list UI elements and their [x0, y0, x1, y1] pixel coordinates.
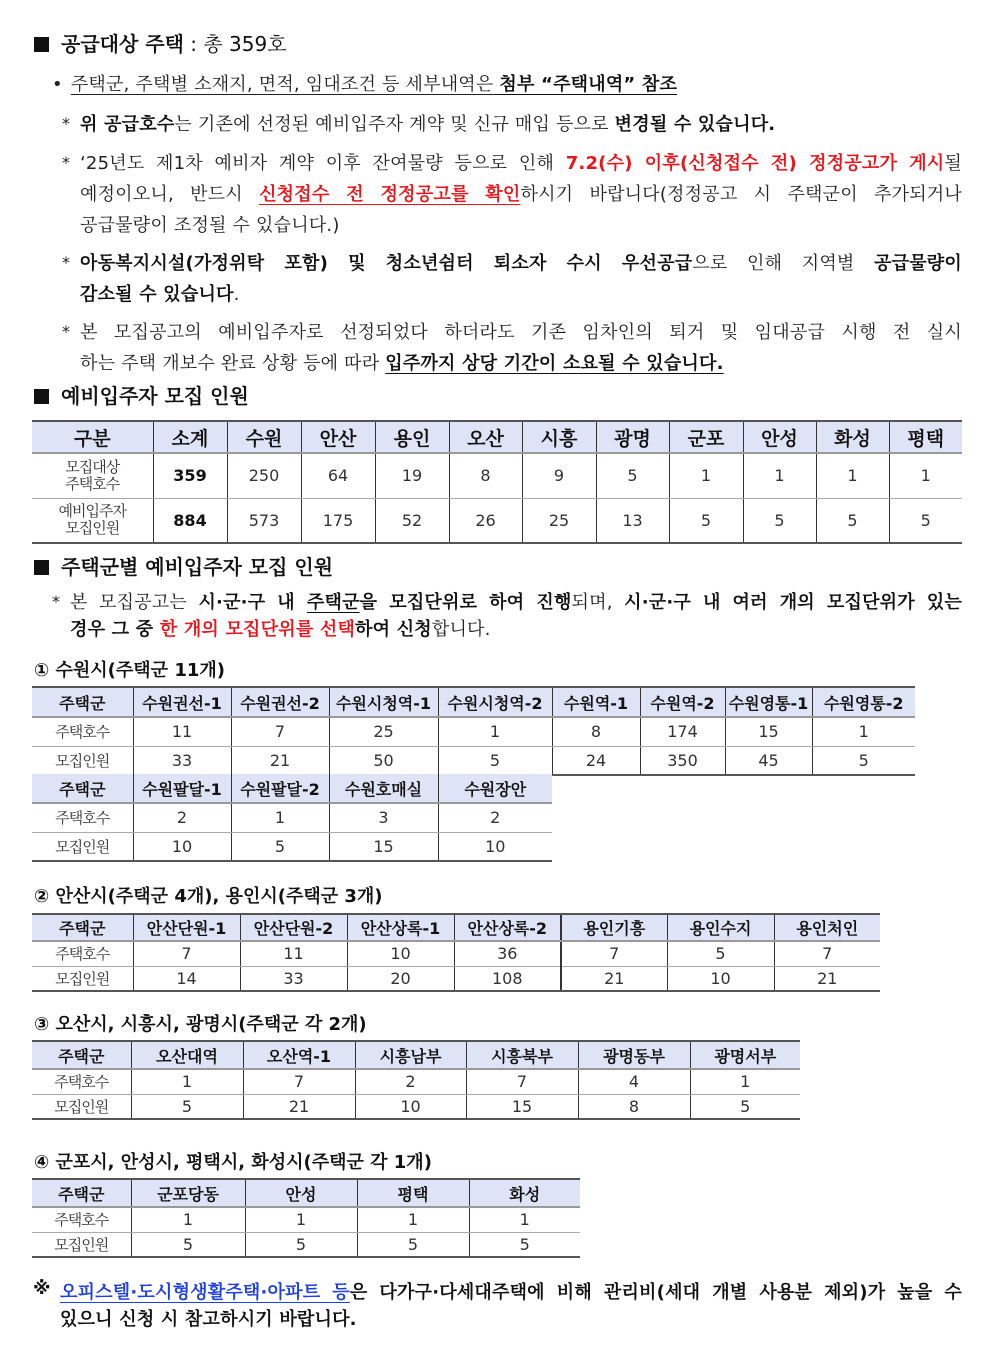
table-cell: 45: [725, 746, 812, 775]
column-header: 안산: [301, 421, 375, 453]
bold-text: 하여 신청: [355, 619, 432, 640]
row-label: 주택호수: [32, 941, 133, 966]
column-header: 안성: [743, 421, 816, 453]
table-cell: 7: [231, 717, 329, 746]
table-header-row: [32, 687, 915, 717]
note-line: [70, 588, 962, 614]
bold-text: 주택군: [306, 592, 360, 613]
highlight-text: 신청접수 전 정정공고를 확인: [259, 184, 521, 205]
column-header: 광명서부: [690, 1041, 800, 1069]
note-line: [80, 318, 962, 344]
column-header: 주택군: [32, 1179, 131, 1207]
table-cell: 175: [301, 498, 375, 543]
asterisk-icon: *: [62, 322, 70, 341]
table-cell: 5: [690, 1094, 800, 1119]
heading-text: 예비입주자 모집 인원: [61, 384, 249, 408]
table-cell: 21: [231, 746, 329, 775]
text-segment: 합니다.: [431, 619, 491, 640]
table-cell: 7: [133, 941, 240, 966]
group-title: ② 안산시(주택군 4개), 용인시(주택군 3개): [34, 886, 383, 907]
column-header: 용인수지: [667, 914, 774, 941]
table-row: [32, 1207, 580, 1232]
asterisk-icon: *: [62, 253, 70, 272]
section-heading-recruitment: [34, 380, 249, 409]
section-heading-by-group: [34, 551, 333, 580]
column-header: 시흥북부: [466, 1041, 578, 1069]
table-cell: 1: [889, 453, 962, 498]
column-header: 용인처인: [774, 914, 880, 941]
table-cell: 5: [743, 498, 816, 543]
table-cell: 25: [522, 498, 596, 543]
column-header: 수원호매실: [329, 774, 438, 803]
table-cell: 1: [816, 453, 889, 498]
column-header: 주택군: [32, 914, 133, 941]
text-segment: 공급물량이 조정될 수 있습니다.): [80, 215, 340, 236]
highlight-text: 한 개의 모집단위를 선택: [159, 619, 356, 640]
table-cell: 5: [438, 746, 552, 775]
reference-mark: ※: [33, 1278, 51, 1299]
note-line: [80, 149, 962, 175]
column-header: 안산단원-1: [133, 914, 240, 941]
column-header: 구분: [32, 421, 153, 453]
row-label: 모집인원: [32, 746, 133, 775]
group-table: [32, 913, 880, 992]
text-segment: 될: [944, 153, 962, 174]
column-header: 수원권선-2: [231, 687, 329, 717]
table-cell: 5: [357, 1232, 469, 1257]
note-line: [80, 280, 240, 306]
table-cell: 1: [245, 1207, 357, 1232]
bold-text: 있으니 신청 시 참고하시기 바랍니다.: [60, 1309, 357, 1330]
column-header: 수원: [227, 421, 301, 453]
row-label: 모집인원: [32, 966, 133, 991]
text-segment: .: [233, 284, 240, 305]
table-header-row: [32, 1179, 580, 1207]
table-cell: 5: [469, 1232, 580, 1257]
table-row: [32, 498, 962, 543]
text-segment: 예정이오니, 반드시: [80, 184, 260, 205]
text-segment: 는 기존에 선정된 예비입주자 계약 및 신규 매입 등으로: [174, 114, 615, 135]
table-row: [32, 453, 962, 498]
table-row: [32, 1094, 800, 1119]
table-cell: 64: [301, 453, 375, 498]
column-header: 주택군: [32, 687, 133, 717]
column-header: 수원시청역-2: [438, 687, 552, 717]
row-label: 주택호수: [32, 803, 133, 832]
table-cell: 20: [347, 966, 454, 991]
column-header: 광명동부: [578, 1041, 690, 1069]
table-cell: 7: [561, 941, 667, 966]
table-cell: 5: [245, 1232, 357, 1257]
table-cell: 25: [329, 717, 438, 746]
table-cell: 10: [133, 832, 231, 861]
column-header: 군포: [669, 421, 743, 453]
table-cell: 21: [774, 966, 880, 991]
note-line: [70, 615, 491, 641]
bold-text: 위 공급호수: [80, 114, 175, 135]
table-cell: 15: [725, 717, 812, 746]
row-label: 모집대상 주택호수: [32, 453, 153, 498]
table-cell: 5: [131, 1094, 243, 1119]
table-cell: 24: [552, 746, 640, 775]
table-cell: 1: [231, 803, 329, 832]
bold-text: 경우 그 중: [70, 619, 160, 640]
row-label: 주택호수: [32, 1207, 131, 1232]
table-cell: 13: [596, 498, 669, 543]
table-cell: 8: [449, 453, 522, 498]
table-cell: 4: [578, 1069, 690, 1094]
bold-text: 아동복지시설(가정위탁 포함) 및 청소년쉼터 퇴소자 수시 우선공급: [80, 253, 693, 274]
column-header: 수원영통-1: [725, 687, 812, 717]
table-cell: 2: [438, 803, 552, 832]
table-header-row: [32, 914, 880, 941]
table-cell: 15: [466, 1094, 578, 1119]
text-segment: 주택군, 주택별 소재지, 면적, 임대조건 등 세부내역은: [70, 74, 500, 95]
column-header: 오산: [449, 421, 522, 453]
column-header: 용인: [375, 421, 449, 453]
row-label: 모집인원: [32, 1094, 131, 1119]
heading-suffix: : 총 359호: [183, 32, 287, 56]
bold-text: 감소될 수 있습니다: [80, 284, 234, 305]
table-cell: 7: [243, 1069, 355, 1094]
group-title: ① 수원시(주택군 11개): [34, 660, 225, 681]
note-line: [80, 180, 962, 206]
column-header: 화성: [816, 421, 889, 453]
column-header: 수원팔달-1: [133, 774, 231, 803]
table-cell: 5: [131, 1232, 245, 1257]
table-row: [32, 1232, 580, 1257]
column-header: 시흥: [522, 421, 596, 453]
table-cell: 174: [640, 717, 725, 746]
table-cell: 5: [816, 498, 889, 543]
column-header: 소계: [153, 421, 227, 453]
blue-highlight-text: 오피스텔·도시형생활주택·아파트 등: [60, 1282, 350, 1303]
column-header: 수원역-2: [640, 687, 725, 717]
text-segment: 본 모집공고는: [70, 592, 199, 613]
asterisk-icon: *: [52, 592, 60, 611]
square-bullet-icon: [34, 389, 49, 404]
table-cell: 10: [667, 966, 774, 991]
note-line: [80, 249, 962, 275]
table-cell: 36: [454, 941, 561, 966]
text-segment: 하는 주택 개보수 완료 상황 등에 따라: [80, 353, 386, 374]
table-header-row: [32, 774, 552, 803]
asterisk-icon: *: [62, 153, 70, 172]
summary-table: [32, 420, 962, 544]
table-cell: 33: [240, 966, 347, 991]
table-cell: 1: [669, 453, 743, 498]
group-title: ③ 오산시, 시흥시, 광명시(주택군 각 2개): [34, 1014, 367, 1035]
text-segment: 되며,: [571, 592, 625, 613]
table-cell: 5: [231, 832, 329, 861]
heading-text: 공급대상 주택: [61, 32, 184, 56]
table-cell: 11: [240, 941, 347, 966]
column-header: 안산상록-2: [454, 914, 561, 941]
table-cell: 1: [131, 1207, 245, 1232]
table-cell: 2: [355, 1069, 466, 1094]
row-label: 예비입주자 모집인원: [32, 498, 153, 543]
table-cell: 8: [552, 717, 640, 746]
text-segment: 본 모집공고의 예비입주자로 선정되었다 하더라도 기존 임차인의 퇴거 및 임대공급 시행 전 실시: [80, 322, 962, 343]
table-cell: 5: [812, 746, 915, 775]
group-title: ④ 군포시, 안성시, 평택시, 화성시(주택군 각 1개): [34, 1152, 432, 1173]
bold-text: 첨부 “주택내역” 참조: [499, 74, 678, 95]
bold-text: 시·군·구 내 여러 개의 모집단위가 있는: [624, 592, 963, 613]
column-header: 수원역-1: [552, 687, 640, 717]
column-header: 수원시청역-1: [329, 687, 438, 717]
column-header: 오산대역: [131, 1041, 243, 1069]
row-label: 주택호수: [32, 717, 133, 746]
column-header: 화성: [469, 1179, 580, 1207]
table-cell: 9: [522, 453, 596, 498]
column-header: 평택: [357, 1179, 469, 1207]
table-cell: 108: [454, 966, 561, 991]
table-cell: 14: [133, 966, 240, 991]
note-line: [80, 110, 775, 136]
section-heading-supply: [34, 28, 287, 57]
column-header: 오산역-1: [243, 1041, 355, 1069]
column-header: 안산단원-2: [240, 914, 347, 941]
table-cell: 884: [153, 498, 227, 543]
row-label: 모집인원: [32, 1232, 131, 1257]
table-cell: 1: [812, 717, 915, 746]
table-cell: 26: [449, 498, 522, 543]
bullet-text: [71, 74, 677, 95]
table-cell: 15: [329, 832, 438, 861]
table-cell: 3: [329, 803, 438, 832]
table-cell: 1: [690, 1069, 800, 1094]
table-cell: 1: [357, 1207, 469, 1232]
column-header: 수원팔달-2: [231, 774, 329, 803]
table-cell: 52: [375, 498, 449, 543]
table-cell: 10: [355, 1094, 466, 1119]
table-cell: 33: [133, 746, 231, 775]
table-cell: 1: [131, 1069, 243, 1094]
footnote-line: [60, 1305, 357, 1331]
footnote-line: [60, 1278, 962, 1304]
table-cell: 5: [596, 453, 669, 498]
column-header: 시흥남부: [355, 1041, 466, 1069]
heading-text: 주택군별 예비입주자 모집 인원: [61, 555, 334, 579]
table-cell: 5: [889, 498, 962, 543]
table-cell: 350: [640, 746, 725, 775]
table-cell: 7: [466, 1069, 578, 1094]
text-segment: ‘25년도 제1차 예비자 계약 이후 잔여물량 등으로 인해: [80, 153, 566, 174]
table-cell: 5: [667, 941, 774, 966]
table-cell: 1: [743, 453, 816, 498]
table-cell: 10: [438, 832, 552, 861]
bold-text: 시·군·구 내: [198, 592, 307, 613]
group-table: [32, 1178, 580, 1258]
text-segment: 으로 인해 지역별: [692, 253, 875, 274]
table-header-row: [32, 421, 962, 453]
column-header: 주택군: [32, 774, 133, 803]
row-label: 모집인원: [32, 832, 133, 861]
text-segment: 하시기 바랍니다(정정공고 시 주택군이 추가되거나: [520, 184, 962, 205]
bold-text: 공급물량이: [874, 253, 962, 274]
table-cell: 50: [329, 746, 438, 775]
column-header: 군포당동: [131, 1179, 245, 1207]
row-label: 주택호수: [32, 1069, 131, 1094]
square-bullet-icon: [34, 37, 49, 52]
table-row: [32, 832, 552, 861]
asterisk-icon: *: [62, 114, 70, 133]
column-header: 수원영통-2: [812, 687, 915, 717]
group-table: [32, 774, 552, 862]
group-table: [32, 686, 915, 776]
group-table: [32, 1040, 800, 1120]
column-header: 안산상록-1: [347, 914, 454, 941]
table-cell: 250: [227, 453, 301, 498]
table-cell: 19: [375, 453, 449, 498]
column-header: 광명: [596, 421, 669, 453]
note-line: [80, 349, 724, 375]
bullet-dot-icon: •: [52, 74, 63, 95]
column-header: 주택군: [32, 1041, 131, 1069]
column-header: 수원장안: [438, 774, 552, 803]
square-bullet-icon: [34, 560, 49, 575]
table-row: [32, 941, 880, 966]
table-row: [32, 1069, 800, 1094]
table-row: [32, 746, 915, 775]
bold-text: 변경될 수 있습니다.: [614, 114, 776, 135]
table-cell: 359: [153, 453, 227, 498]
bold-text: 입주까지 상당 기간이 소요될 수 있습니다.: [385, 353, 724, 374]
table-header-row: [32, 1041, 800, 1069]
highlight-text: 7.2(수) 이후(신청접수 전) 정정공고가 게시: [565, 153, 945, 174]
table-cell: 10: [347, 941, 454, 966]
table-cell: 8: [578, 1094, 690, 1119]
column-header: 평택: [889, 421, 962, 453]
table-row: [32, 803, 552, 832]
table-cell: 2: [133, 803, 231, 832]
bold-text: 은 다가구·다세대주택에 비해 관리비(세대 개별 사용분 제외)가 높을 수: [349, 1282, 962, 1303]
column-header: 안성: [245, 1179, 357, 1207]
table-row: [32, 717, 915, 746]
bold-text: 을 모집단위로 하여 진행: [359, 592, 572, 613]
table-cell: 5: [669, 498, 743, 543]
table-cell: 573: [227, 498, 301, 543]
note-line: [80, 211, 340, 237]
table-cell: 1: [438, 717, 552, 746]
table-cell: 21: [561, 966, 667, 991]
table-cell: 21: [243, 1094, 355, 1119]
bullet-line: [52, 70, 677, 96]
column-header: 수원권선-1: [133, 687, 231, 717]
table-row: [32, 966, 880, 991]
column-header: 용인기흥: [561, 914, 667, 941]
table-cell: 7: [774, 941, 880, 966]
table-cell: 1: [469, 1207, 580, 1232]
table-cell: 11: [133, 717, 231, 746]
